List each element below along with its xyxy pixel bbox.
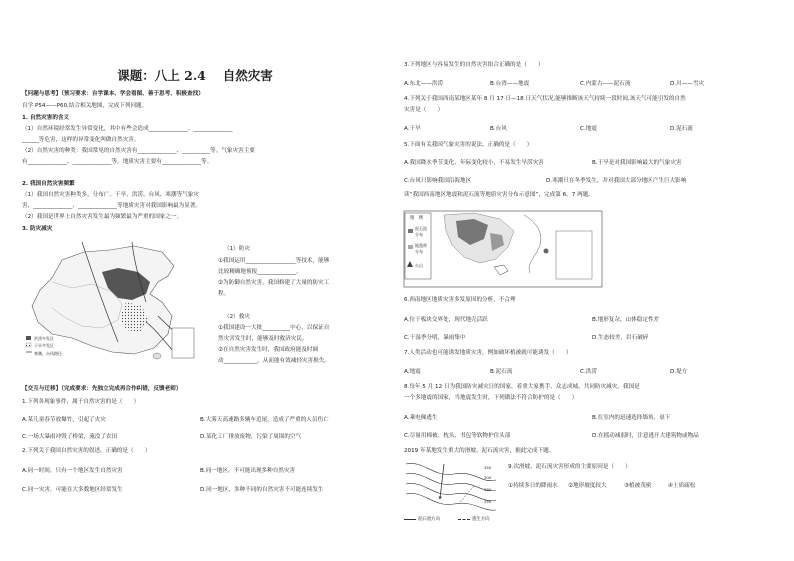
strip-legend-title: 图 例 xyxy=(410,216,424,221)
strip-legend-volcano: 火山 xyxy=(415,263,423,268)
q4-option-a[interactable]: A.干旱 xyxy=(404,126,421,132)
q9-option-3[interactable]: ③植被茂密 xyxy=(624,483,652,489)
question-7: 7.人类活动也可能诱发地质灾害，例如破坏植被就可能诱发（ ） xyxy=(404,350,572,356)
q2-option-d[interactable]: D.同一地区，多种不同的自然灾害不可能连续发生 xyxy=(200,487,324,493)
subheading-prevention: 3. 防灾减灾 xyxy=(22,226,53,232)
self-study-line: 自学 P54——P60,结合相关地图，完成下列问题。 xyxy=(22,103,148,109)
q9-intro: 2019 年某地发生重大的滑坡、泥石流灾害，据此完成下题。 xyxy=(404,448,555,454)
q9-option-1[interactable]: ①持续多日的降雨水 xyxy=(508,483,558,489)
relief-line-4: 动____________，从而能有效减轻灾害损失。 xyxy=(218,358,330,364)
section-heading-interact: 【交互与迁移】（完成要求：先独立完成再合作纠错，反馈老师） xyxy=(22,386,182,392)
q4-option-c[interactable]: C.地震 xyxy=(580,126,597,132)
q6-option-c[interactable]: C.干湿季分明，暴雨集中 xyxy=(404,335,466,341)
q8-option-c[interactable]: C.尽量用棉被、枕头、书包等软物护住头部 xyxy=(404,433,511,439)
q8-option-a[interactable]: A.乘电梯逃生 xyxy=(404,415,438,421)
question-9: 9.次滑坡、泥石流灾害形成的主要原因是（ ） xyxy=(508,464,631,470)
strip-legend-debris-dist: 分布 xyxy=(415,232,423,237)
q7-option-c[interactable]: C.洪涝 xyxy=(580,369,597,375)
contour-diagram xyxy=(404,458,498,514)
relief-line-2: 然灾害发生时，能够及时救济灾民。 xyxy=(218,336,308,342)
question-4-line-1: 4.下列关于我国西南某地区某年 8 月 17 日—18 日天气状况,能够推断该天气持续一段时间,该天气可能引发的自然 xyxy=(404,96,686,102)
q9-option-4[interactable]: ④土质疏松 xyxy=(668,483,696,489)
question-4-line-2: 灾害是（ ） xyxy=(404,107,444,113)
contour-label-350: 350 xyxy=(484,465,492,470)
map-legend-drought: 干旱多发区 xyxy=(34,343,54,348)
q2-option-c[interactable]: C.同一灾害，可能在大多数地区经常发生 xyxy=(22,487,123,493)
map-legend-path: 寒潮、台风路径 xyxy=(34,351,62,356)
q6-option-b[interactable]: B.地形复杂，山体稳定性差 xyxy=(592,317,660,323)
q7-option-a[interactable]: A.地震 xyxy=(404,369,421,375)
strip-legend-quake: 地震带 xyxy=(415,243,427,248)
q6-option-a[interactable]: A.位于板块交界处，现代地壳活跃 xyxy=(404,317,488,323)
prevent-heading: （1）防灾 xyxy=(224,246,250,252)
q7-option-d[interactable]: D.堤方 xyxy=(670,369,688,375)
subheading-definition: 1. 自然灾害的含义 xyxy=(22,115,70,121)
strip-legend-quake-dist: 分布 xyxy=(415,249,423,254)
question-8-line-1: 8.每年 5 月 12 日为我国防灾减灾日的国家，着重大家携手，众志成城，共同防灾减灾。我国是 xyxy=(404,384,640,390)
q1-option-a[interactable]: A.某儿童春节放爆竹，引起了火灾 xyxy=(22,417,106,423)
debris-arrow-icon xyxy=(404,519,416,520)
q8-option-b[interactable]: B.在室内的迅速选择墙角、桌下 xyxy=(592,415,671,421)
q7-option-b[interactable]: B.泥石流 xyxy=(490,369,513,375)
relief-line-3: ②在自然灾害发生时，我国政府能及时调 xyxy=(218,347,319,353)
q4-option-b[interactable]: B.台风 xyxy=(490,126,507,132)
q6-option-d[interactable]: D.生态较差，岩石破碎 xyxy=(592,335,649,341)
prevent-line-4: 程。 xyxy=(218,291,230,297)
q4-option-d[interactable]: D.泥石流 xyxy=(670,126,693,132)
q6-intro: 读“我国西南地区地震和泥石流等地质灾害分布示意图”，完成第 6、7 两题。 xyxy=(404,192,594,198)
strip-legend-debris: 泥石流 xyxy=(415,226,427,231)
china-disaster-map xyxy=(22,242,214,367)
prevent-line-3: ②为防御自然灾害，我国修建了大量的防灾工 xyxy=(218,280,330,286)
q9-option-2[interactable]: ②地形坡度较大 xyxy=(568,483,607,489)
definition-line-2: ______等危害，这样的异常变化叫做自然灾害。 xyxy=(22,137,140,143)
escape-arrow-icon xyxy=(458,519,470,520)
q2-option-b[interactable]: B.同一地区，不可能出现多种自然灾害 xyxy=(200,468,296,474)
question-8-line-2: 一个多地震的国家，当地震发生时，下列做法不符合防护的是（ ） xyxy=(404,395,578,401)
q1-option-d[interactable]: D.某化工厂排放废物，污染了周围的空气 xyxy=(200,434,302,440)
question-6: 6.西南地区地质灾害多发原因的分析，不合理 xyxy=(404,297,516,303)
q5-option-d[interactable]: D.寒潮只在冬季发生，并对我国大部分地区产生巨大影响 xyxy=(546,178,687,184)
southwest-geology-map xyxy=(404,211,602,287)
q8-option-d[interactable]: D.在摇动减弱时，注意逃开大建筑物或物品 xyxy=(592,433,699,439)
q3-option-a[interactable]: A.东北——洪涝 xyxy=(404,81,444,87)
q1-option-c[interactable]: C.一场大暴雨冲毁了桥梁，淹没了农田 xyxy=(22,434,118,440)
subheading-frequent: 2. 我国自然灾害频繁 xyxy=(22,181,75,187)
prevent-line-1: ①我国运用__________________等技术，能够 xyxy=(218,258,330,264)
q2-option-a[interactable]: A.同一时间，只有一个地区发生自然灾害 xyxy=(22,468,123,474)
contour-label-300: 300 xyxy=(484,475,492,480)
question-3: 3.下列地区与容易发生的自然灾害组合正确的是（ ） xyxy=(404,62,544,68)
relief-line-1: ①我国建设一大批__________中心，以保证自 xyxy=(218,325,330,331)
contour-label-280: 280 xyxy=(484,487,492,492)
types-line-2: 有______________、______________等。地质灾害主要有______________等。 xyxy=(22,159,213,165)
frequent-line-2: 害，______________、______________等地质灾害对我国影响最为显著。 xyxy=(22,203,202,209)
prevent-line-2: 比较精确地预报______________。 xyxy=(218,269,302,275)
contour-legend-escape: 逃生方向 xyxy=(472,517,490,522)
frequent-line-3: （2）我国是世界上自然灾害发生最为频繁最为严重的国家之一。 xyxy=(22,214,183,220)
contour-legend-debris: 泥石流方向 xyxy=(418,517,440,522)
frequent-line-1: （1）我国自然灾害种类多，分布广。干旱、洪涝、台风、寒潮等气象灾 xyxy=(22,192,199,198)
contour-label-250: 250 xyxy=(484,499,492,504)
q3-option-d[interactable]: D.川——雪灾 xyxy=(670,81,705,87)
q1-option-b[interactable]: B.大雾天高速路多辆车追尾，造成了严重的人员伤亡 xyxy=(200,417,329,423)
definition-line-1: （1）自然环境经常发生异常变化，其中有些会造成______________、______________ xyxy=(22,126,233,132)
q3-option-b[interactable]: B.台湾——地震 xyxy=(490,81,530,87)
question-5: 5.下面有关我国气象灾害的说法，正确的是（ ） xyxy=(404,142,533,148)
q3-option-c[interactable]: C.内蒙古——泥石流 xyxy=(580,81,631,87)
section-heading-questions: 【问题与思考】（预习要求：自学课本、学会看图、善于思考、积极查找） xyxy=(22,91,204,97)
relief-heading: （2）救灾 xyxy=(224,314,250,320)
types-line-1: （2）自然灾害的种类：我国常见的自然灾害有______________、__________等。气象灾害主要 xyxy=(22,148,255,154)
q5-option-c[interactable]: C.台风只影响我国沿海地区 xyxy=(404,178,472,184)
question-2: 2.下列关于我国自然灾害的叙述，正确的是（ ） xyxy=(22,448,151,454)
q5-option-a[interactable]: A.我国降水季节变化、年际变化较小，不易发生旱涝灾害 xyxy=(404,160,544,166)
question-1: 1.下列各现象事件，属于自然灾害的是（ ） xyxy=(22,399,140,405)
map-legend-flood: 洪涝多发区 xyxy=(34,336,54,341)
page-title: 课题：八上 2.4 自然灾害 xyxy=(117,68,273,83)
q5-option-b[interactable]: B.干旱是对我国影响最大的气象灾害 xyxy=(592,160,682,166)
strip-map-svg xyxy=(404,211,602,287)
